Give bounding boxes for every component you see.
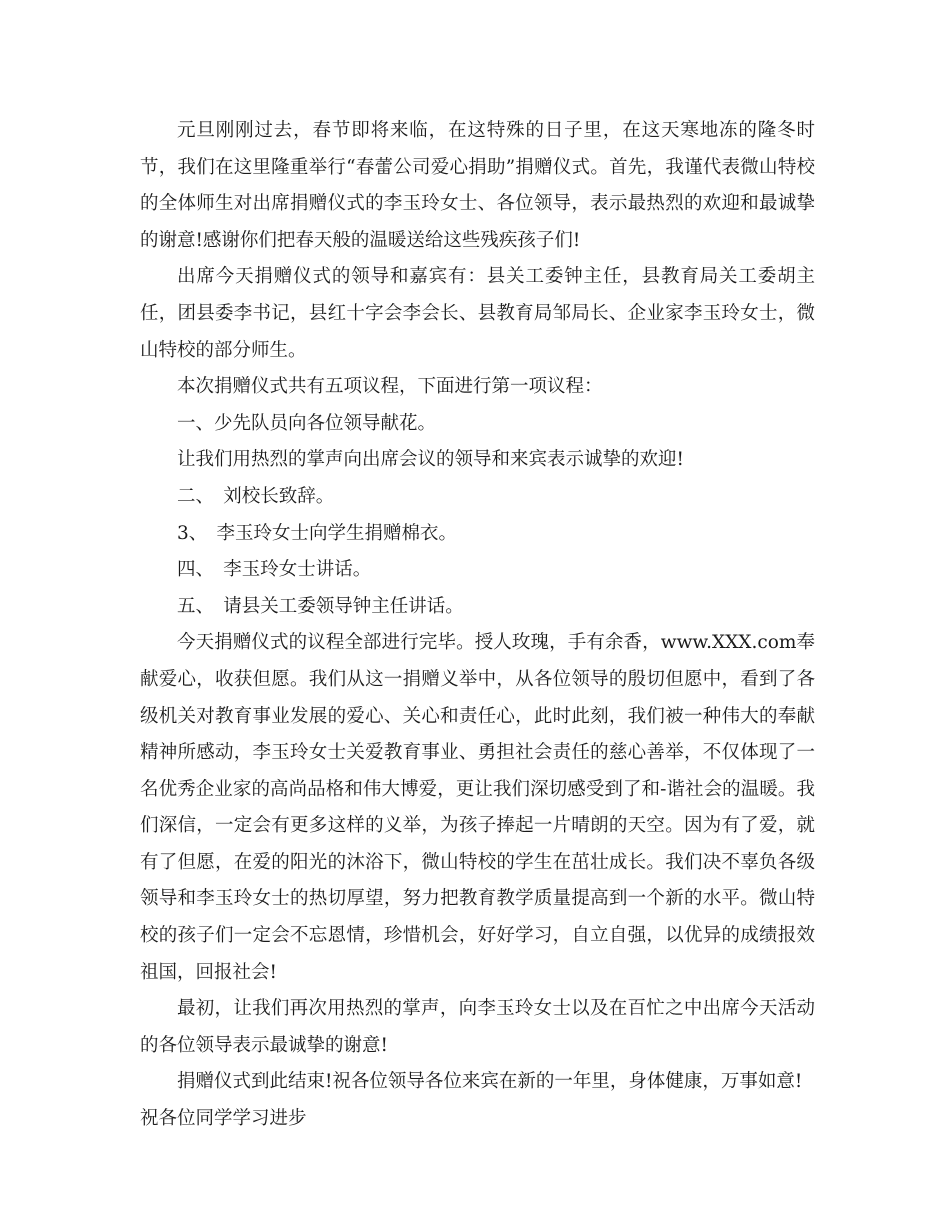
paragraph-agenda-intro: 本次捐赠仪式共有五项议程，下面进行第一项议程：	[177, 376, 603, 398]
agenda-item-1: 一、少先队员向各位领导献花。	[177, 412, 437, 434]
paragraph-welcome-applause: 让我们用热烈的掌声向出席会议的领导和来宾表示诚挚的欢迎!	[177, 449, 684, 471]
paragraph-conclusion: 捐赠仪式到此结束!祝各位领导各位来宾在新的一年里，身体健康，万事如意!	[177, 1071, 803, 1093]
paragraph-final-thanks: 最初，让我们再次用热烈的掌声，向李玉玲女士以及在百忙之中出席今天活动的各位领导表示最诚挚的谢意!	[140, 998, 815, 1056]
paragraph-closing-speech: 今天捐赠仪式的议程全部进行完毕。授人玫瑰，手有余香，www.XXX.com奉献爱心，收获但愿。我们从这一捐赠义举中，从各位领导的殷切但愿中，看到了各级机关对教育事业发展的爱心、关心和责任心，此时此刻，我们被一种伟大的奉献精神所感动，李玉玲女士关爱教育事业、勇担社会责任的慈心善举，不仅体现了一名优秀企业家的高尚品格和伟大博爱，更让我们深切感受到了和-谐社会的温暖。我们深信，一定会有更多这样的义举，为孩子捧起一片晴朗的天空。因为有了爱，就有了但愿，在爱的阳光的沐浴下，微山特校的学生在茁壮成长。我们决不辜负各级领导和李玉玲女士的热切厚望，努力把教育教学质量提高到一个新的水平。微山特校的孩子们一定会不忘恩情，珍惜机会，好好学习，自立自强，以优异的成绩报效祖国，回报社会!	[140, 632, 815, 983]
agenda-item-3: 3、 李玉玲女士向学生捐赠棉衣。	[177, 522, 458, 544]
paragraph-wishes: 祝各位同学学习进步	[140, 1108, 307, 1130]
paragraph-opening: 元旦刚刚过去，春节即将来临，在这特殊的日子里，在这天寒地冻的隆冬时节，我们在这里隆重举行“春蕾公司爱心捐助”捐赠仪式。首先，我谨代表微山特校的全体师生对出席捐赠仪式的李玉玲女士、各位领导，表示最热烈的欢迎和最诚挚的谢意!感谢你们把春天般的温暖送给这些残疾孩子们!	[140, 120, 815, 251]
paragraph-guests: 出席今天捐赠仪式的领导和嘉宾有：县关工委钟主任，县教育局关工委胡主任，团县委李书记，县红十字会李会长、县教育局邹局长、企业家李玉玲女士，微山特校的部分师生。	[140, 266, 815, 361]
document-body	[140, 113, 815, 1138]
agenda-item-4: 四、 李玉玲女士讲话。	[177, 559, 372, 581]
agenda-item-2: 二、 刘校长致辞。	[177, 485, 335, 507]
agenda-item-5: 五、 请县关工委领导钟主任讲话。	[177, 595, 464, 617]
